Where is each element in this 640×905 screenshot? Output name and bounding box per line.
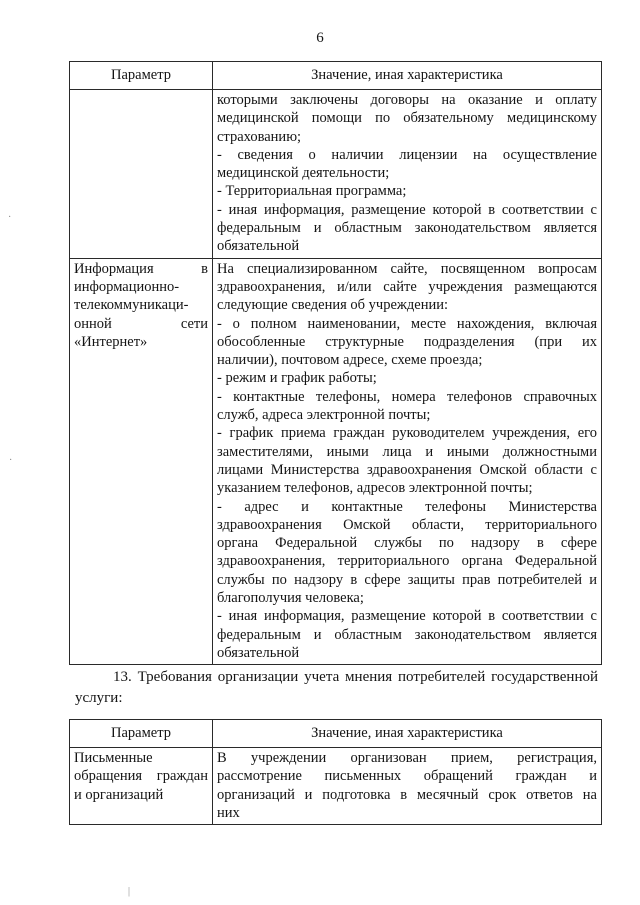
text-line: - иная информация, размещение которой в соответствии с (217, 608, 597, 625)
paragraph-line: 13. Требования организации учета мнения потребителей государственной (113, 669, 598, 685)
table-row (70, 748, 602, 825)
paragraph-line: услуги: (75, 690, 123, 706)
text-line: наличии), почтовом адресе, схеме проезда; (217, 352, 483, 369)
text-line: лицами Министерства здравоохранения Омской области с (217, 461, 597, 478)
text-line: В учреждении организован прием, регистрация, (217, 750, 597, 766)
feedback-table (69, 719, 602, 825)
text-line: - контактные телефоны, номера телефонов справочных (217, 388, 597, 405)
text-line: федеральным и областным законодательством является (217, 626, 597, 643)
text-line: обособленные структурные подразделения (при их (217, 333, 597, 350)
table-row (70, 90, 602, 259)
text-line: службы по надзору в сфере защиты прав потребителей и (217, 571, 597, 588)
param-cell (70, 258, 213, 665)
text-line: них (217, 804, 240, 821)
text-line: страхованию; (217, 128, 302, 145)
text-line: здравоохранения, и/или сайте учреждения размещаются (217, 278, 597, 295)
table-header-row (70, 720, 602, 748)
text-line: заместителями, иными лица и иными должностными (217, 443, 597, 460)
header-param: Параметр (70, 720, 213, 748)
text-line: Письменные (74, 750, 153, 766)
text-line: организаций и подготовка в месячный срок ответов на (217, 786, 597, 803)
text-line: и организаций (74, 786, 164, 803)
text-line: следующие сведения об учреждении: (217, 297, 449, 314)
text-line: служб, адреса электронной почты; (217, 407, 431, 424)
text-line: здравоохранения, территориального органа Федеральной (217, 553, 597, 570)
param-cell (70, 90, 213, 259)
section-13-paragraph (75, 667, 598, 709)
text-line: медицинской помощи по обязательному медицинскому (217, 110, 597, 127)
param-cell (70, 748, 213, 825)
value-cell (213, 748, 602, 825)
text-line: органа Федеральной службы по надзору в сфере (217, 535, 597, 552)
table-row (70, 258, 602, 665)
text-line: Информация в (74, 260, 208, 277)
table-header-row (70, 62, 602, 90)
text-line: медицинской деятельности; (217, 165, 390, 182)
text-line: - адрес и контактные телефоны Министерства (217, 498, 597, 515)
scan-speck: | (128, 886, 131, 897)
value-cell (213, 258, 602, 665)
parameters-table (69, 61, 602, 665)
scan-speck: · (8, 212, 12, 223)
text-line: здравоохранения Омской области, территориального (217, 516, 597, 533)
text-line: благополучия человека; (217, 590, 364, 607)
text-line: обязательной (217, 644, 300, 661)
text-line: телекоммуникаци- (74, 297, 189, 314)
text-line: - график приема граждан руководителем учреждения, его (217, 425, 597, 442)
text-line: информационно- (74, 278, 180, 295)
text-line: - сведения о наличии лицензии на осуществление (217, 146, 597, 163)
header-value: Значение, иная характеристика (213, 62, 602, 90)
text-line: обязательной (217, 238, 300, 255)
text-line: - режим и график работы; (217, 370, 377, 387)
text-line: обращения граждан (74, 768, 208, 785)
page-number: 6 (316, 30, 324, 46)
text-line: которыми заключены договоры на оказание и оплату (217, 92, 597, 108)
header-value: Значение, иная характеристика (213, 720, 602, 748)
text-line: онной сети (74, 315, 208, 332)
text-line: - Территориальная программа; (217, 183, 407, 200)
value-cell (213, 90, 602, 259)
text-line: федеральным и областным законодательством является (217, 220, 597, 237)
text-line: - иная информация, размещение которой в соответствии с (217, 201, 597, 218)
text-line: На специализированном сайте, посвященном вопросам (217, 260, 597, 277)
text-line: «Интернет» (74, 333, 148, 350)
text-line: указанием телефонов, адресов электронной почты; (217, 480, 533, 497)
header-param: Параметр (70, 62, 213, 90)
scan-speck: · (9, 455, 13, 466)
text-line: - о полном наименовании, месте нахождения, включая (217, 315, 597, 332)
text-line: рассмотрение письменных обращений граждан и (217, 768, 597, 785)
